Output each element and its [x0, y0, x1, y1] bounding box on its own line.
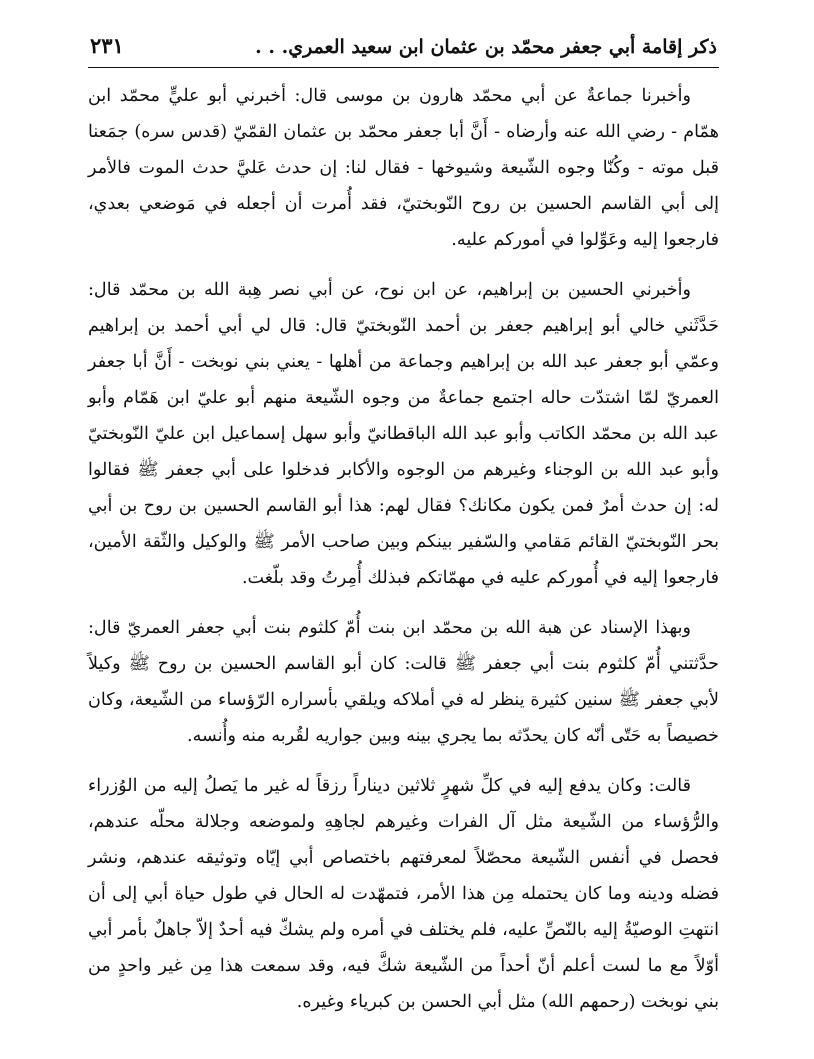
paragraph: قالت: وكان يدفع إليه في كلِّ شهرٍ ثلاثين ديناراً رزقاً له غير ما يَصلُ إليه من الوُزراء والرُّؤساء من الشّيعة مثل آل الفرات وغيرهم لجاهِهِ ولموضعه وجلالة محلّه عندهم، فحصل في أنفس الشّيعة محصّلاً لمعرفتهم باختصاص أبي إيّاه وتوثيقه عندهم، ونشر فضله ودينه وما كان يحتمله مِن هذا الأمر، فتمهّدت له الحال في طول حياة أبي إلى أن انتهتِ الوصيّةُ إليه بالنّصِّ عليه، فلم يختلف في أمره ولم يشكّ فيه أحدٌ إلاّ جاهلٌ بأمر أبي أوّلاً مع ما لست أعلم أنّ أحداً من الشّيعة شكَّ فيه، وقد سمعت هذا مِن غير واحدٍ من بني نوبخت (رحمهم الله) مثل أبي الحسن بن كبرياء وغيره. [88, 776, 719, 1012]
paragraph: وأخبرنا جماعةٌ عن أبي محمّد هارون بن موسى قال: أخبرني أبو عليٍّ محمّد ابن همّام - رضي الله عنه وأرضاه - أَنَّ أبا جعفر محمّد بن عثمان القمّيّ (قدس سره) جمَعنا قبل موته - وكُنّا وجوه الشّيعة وشيوخها - فقال لنا: إن حدث عَليَّ حدث الموت فالأمر إلى أبي القاسم الحسين بن روح النّوبختيّ، فقد أُمرت أن أجعله في مَوضعي بعدي، فارجعوا إليه وعَوِّلوا في أموركم عليه. [88, 86, 719, 250]
body-text [88, 78, 719, 1020]
header-divider [88, 67, 719, 68]
page-number: ٢٣١ [90, 33, 124, 58]
running-header [88, 30, 719, 65]
paragraph: وبهذا الإسناد عن هبة الله بن محمّد ابن بنت أُمّ كلثوم بنت أبي جعفر العمريّ قال: حدَّثتني أُمّ كلثوم بنت أبي جعفر ﷺ قالت: كان أبو القاسم الحسين بن روح ﷺ وكيلاً لأبي جعفر ﷺ سنين كثيرة ينظر له في أملاكه ويلقي بأسراره الرّؤساء من الشّيعة، وكان خصيصاً به حَتّى أنّه كان يحدّثه بما يجري بينه وبين جواريه لقُربه منه وأُنسه. [88, 618, 719, 746]
running-header-title: ذكر إقامة أبي جعفر محمّد بن عثمان ابن سعيد العمري. . . [255, 36, 717, 58]
paragraph: وأخبرني الحسين بن إبراهيم، عن ابن نوح، عن أبي نصر هِبة الله بن محمّد قال: حَدَّثَني خالي أبو إبراهيم جعفر بن أحمد النّوبختيّ قال: قال لي أبي أحمد بن إبراهيم وعمّي أبو جعفر عبد الله بن إبراهيم وجماعة من أهلها - يعني بني نوبخت - أَنَّ أبا جعفر العمريّ لمّا اشتدّت حاله اجتمع جماعةٌ من وجوه الشّيعة منهم أبو عليّ ابن هَمّام وأبو عبد الله بن محمّد الكاتب وأبو عبد الله الباقطانيّ وأبو سهل إسماعيل ابن عليّ النّوبختيّ وأبو عبد الله بن الوجناء وغيرهم من الوجوه والأكابر فدخلوا على أبي جعفر ﷺ فقالوا له: إن حدث أمرٌ فمن يكون مكانك؟ فقال لهم: هذا أبو القاسم الحسين بن روح بن أبي بحر النّوبختيّ القائم مَقامي والسّفير بينكم وبين صاحب الأمر ﷺ والوكيل والثّقة الأمين، فارجعوا إليه في أُموركم عليه في مهمّاتكم فبذلك أُمِرتُ وقد بلّغت. [88, 280, 719, 588]
book-page [88, 30, 719, 1039]
